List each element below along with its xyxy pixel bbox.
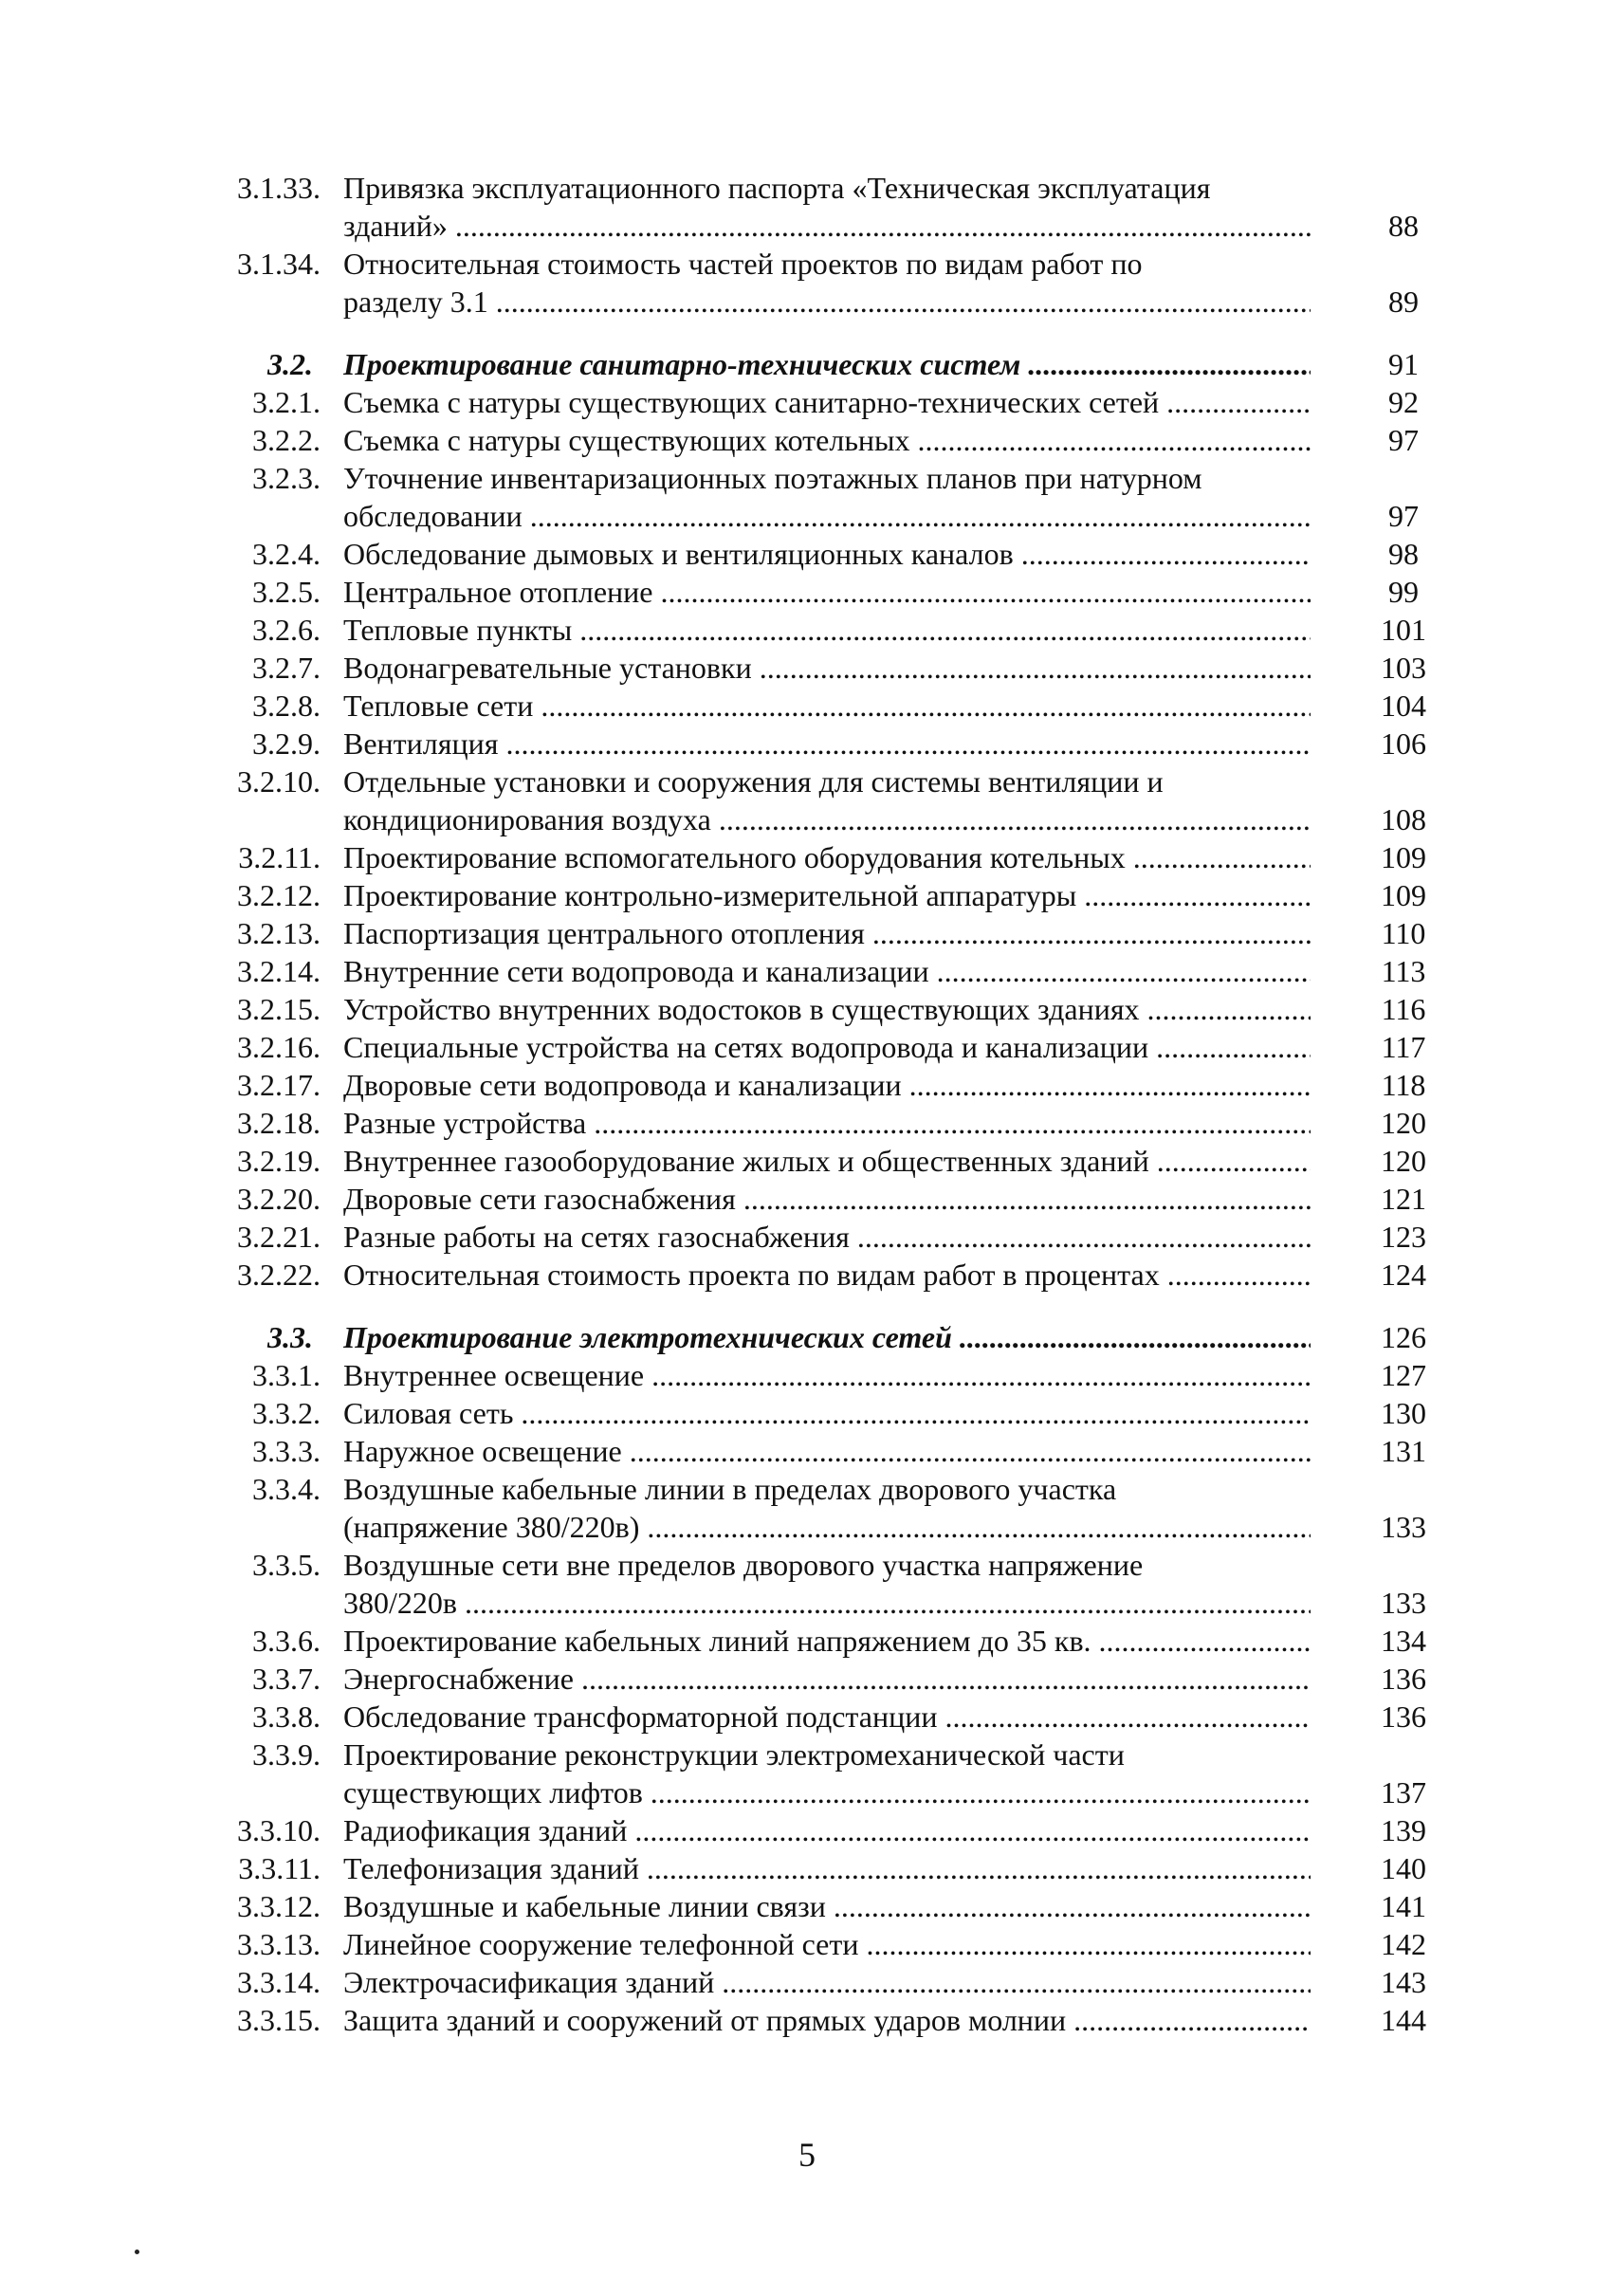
toc-entry-number: 3.2.17. xyxy=(237,1068,321,1102)
toc-entry-title xyxy=(343,1318,1311,1356)
toc-entry-page: 121 xyxy=(1381,1182,1426,1216)
toc-entry-title xyxy=(343,611,1311,649)
toc-entry-title-line: Отдельные установки и сооружения для системы вентиляции и xyxy=(343,764,1164,799)
toc-entry-page: 88 xyxy=(1388,209,1419,243)
toc-entry-title-line: разделу 3.1 ..... xyxy=(343,283,1311,321)
toc-entry-title-line: Внутреннее освещение ..... xyxy=(343,1356,1311,1394)
toc-entry-title xyxy=(343,649,1311,687)
toc-entry-title xyxy=(343,1256,1311,1294)
toc-entry-title-line: Тепловые сети ..... xyxy=(343,687,1311,725)
toc-entry-title-line: (напряжение 380/220в) ..... xyxy=(343,1508,1311,1546)
toc-entry-number: 3.3.10. xyxy=(237,1813,321,1847)
toc-entry-page: 140 xyxy=(1381,1851,1426,1885)
toc-entry-number: 3.3.7. xyxy=(252,1662,321,1696)
toc-entry-number: 3.3.3. xyxy=(252,1434,321,1468)
toc-entry-title xyxy=(343,1356,1311,1394)
toc-entry-title-line: Наружное освещение ..... xyxy=(343,1432,1311,1470)
toc-entry-title-line: Проектирование контрольно-измерительной аппаратуры ..... xyxy=(343,876,1311,914)
toc-entry-number: 3.2. xyxy=(267,347,313,381)
toc-entry-title-line: Привязка эксплуатационного паспорта «Техническая эксплуатация xyxy=(343,171,1211,205)
toc-entry-title-line: Вентиляция ..... xyxy=(343,725,1311,762)
toc-entry-page: 91 xyxy=(1388,347,1419,381)
toc-entry-number: 3.2.7. xyxy=(252,651,321,685)
toc-entry-title xyxy=(343,1394,1311,1432)
toc-entry-number: 3.3.13. xyxy=(237,1927,321,1961)
toc-entry-title-line: Разные устройства ..... xyxy=(343,1104,1311,1142)
toc-entry-title-line: Паспортизация центрального отопления ..... xyxy=(343,914,1311,952)
toc-entry-title-line: Внутреннее газооборудование жилых и общественных зданий ..... xyxy=(343,1142,1311,1180)
toc-entry-title xyxy=(343,1142,1311,1180)
toc-entry-page: 124 xyxy=(1381,1258,1426,1292)
toc-entry-page: 118 xyxy=(1381,1068,1426,1102)
toc-entry-number: 3.2.22. xyxy=(237,1258,321,1292)
toc-entry-title xyxy=(343,1218,1311,1256)
toc-entry-page: 97 xyxy=(1388,423,1419,457)
toc-entry-page: 142 xyxy=(1381,1927,1426,1961)
toc-entry-page: 127 xyxy=(1381,1358,1426,1392)
toc-entry-title-line: Съемка с натуры существующих санитарно-технических сетей ..... xyxy=(343,383,1311,421)
toc-entry-page: 144 xyxy=(1381,2003,1426,2037)
toc-entry-number: 3.3.12. xyxy=(237,1889,321,1923)
toc-entry-page: 120 xyxy=(1381,1144,1426,1178)
toc-entry-title xyxy=(343,1180,1311,1218)
toc-entry-title-line: Проектирование электротехнических сетей ..... xyxy=(343,1318,1311,1356)
toc-entry-title-line: Обследование дымовых и вентиляционных каналов ..... xyxy=(343,535,1311,573)
toc-entry-number: 3.2.2. xyxy=(252,423,321,457)
toc-entry-title xyxy=(343,1546,1311,1622)
toc-entry-page: 106 xyxy=(1381,726,1426,761)
toc-entry-number: 3.2.11. xyxy=(238,840,321,874)
toc-entry-page: 133 xyxy=(1381,1586,1426,1620)
page-number: 5 xyxy=(798,2136,816,2174)
toc-entry-page: 97 xyxy=(1388,499,1419,533)
toc-entry-page: 98 xyxy=(1388,537,1419,571)
toc-entry-number: 3.2.16. xyxy=(237,1030,321,1064)
toc-entry-number: 3.2.9. xyxy=(252,726,321,761)
toc-entry-title-line: Специальные устройства на сетях водопровода и канализации ..... xyxy=(343,1028,1311,1066)
toc-entry-page: 109 xyxy=(1381,878,1426,912)
toc-entry-number: 3.2.8. xyxy=(252,689,321,723)
toc-entry-page: 141 xyxy=(1381,1889,1426,1923)
toc-entry-title-line: Воздушные кабельные линии в пределах дворового участка xyxy=(343,1472,1117,1506)
toc-entry-title xyxy=(343,838,1311,876)
toc-entry-number: 3.2.19. xyxy=(237,1144,321,1178)
toc-entry-page: 99 xyxy=(1388,575,1419,609)
toc-entry-title-line: Водонагревательные установки ..... xyxy=(343,649,1311,687)
toc-entry-number: 3.3.15. xyxy=(237,2003,321,2037)
toc-entry-title-line: Центральное отопление ..... xyxy=(343,573,1311,611)
toc-entry-number: 3.3.4. xyxy=(252,1472,321,1506)
toc-entry-number: 3.3.1. xyxy=(252,1358,321,1392)
toc-entry-page: 120 xyxy=(1381,1106,1426,1140)
toc-entry-title-line: Дворовые сети водопровода и канализации ..... xyxy=(343,1066,1311,1104)
toc-entry-title xyxy=(343,1028,1311,1066)
toc-entry-title xyxy=(343,573,1311,611)
toc-entry-title xyxy=(343,1811,1311,1849)
toc-entry-page: 89 xyxy=(1388,285,1419,319)
toc-entry-number: 3.3.6. xyxy=(252,1624,321,1658)
toc-entry-title-line: Относительная стоимость частей проектов по видам работ по xyxy=(343,247,1143,281)
toc-entry-number: 3.1.34. xyxy=(237,247,321,281)
toc-entry-title-line: Воздушные сети вне пределов дворового участка напряжение xyxy=(343,1548,1144,1582)
toc-entry-title xyxy=(343,1925,1311,1963)
toc-entry-title-line: существующих лифтов ..... xyxy=(343,1773,1311,1811)
toc-entry-title-line: Проектирование реконструкции электромеханической части xyxy=(343,1737,1125,1772)
toc-entry-page: 139 xyxy=(1381,1813,1426,1847)
toc-entry-number: 3.1.33. xyxy=(237,171,321,205)
toc-entry-number: 3.2.5. xyxy=(252,575,321,609)
toc-entry-title xyxy=(343,687,1311,725)
toc-entry-title-line: Съемка с натуры существующих котельных ..... xyxy=(343,421,1311,459)
toc-entry-page: 104 xyxy=(1381,689,1426,723)
toc-entry-title xyxy=(343,345,1311,383)
toc-entry-title-line: кондиционирования воздуха ..... xyxy=(343,800,1311,838)
toc-entry-page: 101 xyxy=(1381,613,1426,647)
toc-entry-number: 3.3.5. xyxy=(252,1548,321,1582)
toc-entry-number: 3.3. xyxy=(267,1320,313,1354)
toc-entry-title-line: 380/220в ..... xyxy=(343,1584,1311,1622)
toc-entry-title-line: Энергоснабжение ..... xyxy=(343,1660,1311,1698)
toc-entry-page: 103 xyxy=(1381,651,1426,685)
toc-entry-title-line: Линейное сооружение телефонной сети ..... xyxy=(343,1925,1311,1963)
toc-entry-title xyxy=(343,1698,1311,1736)
toc-entry-page: 133 xyxy=(1381,1510,1426,1544)
toc-entry-number: 3.3.14. xyxy=(237,1965,321,1999)
toc-entry-title xyxy=(343,914,1311,952)
toc-entry-title-line: Проектирование кабельных линий напряжением до 35 кв. ..... xyxy=(343,1622,1311,1660)
toc-entry-title xyxy=(343,245,1311,321)
toc-entry-number: 3.3.2. xyxy=(252,1396,321,1430)
toc-entry-page: 108 xyxy=(1381,802,1426,836)
toc-entry-title-line: обследовании ..... xyxy=(343,497,1311,535)
toc-entry-title xyxy=(343,1432,1311,1470)
toc-entry-page: 123 xyxy=(1381,1220,1426,1254)
toc-entry-page: 134 xyxy=(1381,1624,1426,1658)
toc-entry-number: 3.2.10. xyxy=(237,764,321,799)
toc-entry-number: 3.3.8. xyxy=(252,1699,321,1734)
toc-entry-title-line: Уточнение инвентаризационных поэтажных планов при натурном xyxy=(343,461,1202,495)
toc-entry-page: 136 xyxy=(1381,1699,1426,1734)
toc-entry-number: 3.2.4. xyxy=(252,537,321,571)
toc-entry-title xyxy=(343,1736,1311,1811)
toc-entry-number: 3.2.20. xyxy=(237,1182,321,1216)
toc-entry-number: 3.2.15. xyxy=(237,992,321,1026)
toc-entry-title xyxy=(343,169,1311,245)
toc-entry-title xyxy=(343,952,1311,990)
toc-entry-title xyxy=(343,459,1311,535)
toc-entry-page: 137 xyxy=(1381,1775,1426,1809)
toc-entry-number: 3.2.14. xyxy=(237,954,321,988)
toc-entry-title-line: Воздушные и кабельные линии связи ..... xyxy=(343,1887,1311,1925)
toc-entry-page: 92 xyxy=(1388,385,1419,419)
toc-entry-page: 131 xyxy=(1381,1434,1426,1468)
toc-entry-title-line: Проектирование вспомогательного оборудования котельных ..... xyxy=(343,838,1311,876)
toc-entry-title xyxy=(343,762,1311,838)
toc-entry-title-line: Относительная стоимость проекта по видам работ в процентах ..... xyxy=(343,1256,1311,1294)
toc-entry-title xyxy=(343,421,1311,459)
toc-entry-page: 109 xyxy=(1381,840,1426,874)
toc-entry-title xyxy=(343,876,1311,914)
toc-entry-title xyxy=(343,1887,1311,1925)
toc-entry-title xyxy=(343,535,1311,573)
toc-entry-number: 3.2.18. xyxy=(237,1106,321,1140)
toc-entry-title xyxy=(343,1104,1311,1142)
toc-entry-title xyxy=(343,2001,1311,2039)
toc-entry-title xyxy=(343,383,1311,421)
toc-entry-title xyxy=(343,1622,1311,1660)
toc-entry-number: 3.2.21. xyxy=(237,1220,321,1254)
toc-entry-number: 3.2.12. xyxy=(237,878,321,912)
toc-entry-page: 136 xyxy=(1381,1662,1426,1696)
toc-entry-page: 116 xyxy=(1381,992,1426,1026)
toc-entry-title-line: Защита зданий и сооружений от прямых ударов молнии ..... xyxy=(343,2001,1311,2039)
toc-entry-title-line: зданий» ..... xyxy=(343,207,1311,245)
toc-entry-title xyxy=(343,1066,1311,1104)
scan-speck xyxy=(135,2250,139,2254)
toc-entry-title-line: Электрочасификация зданий ..... xyxy=(343,1963,1311,2001)
toc-entry-title-line: Внутренние сети водопровода и канализации ..... xyxy=(343,952,1311,990)
toc-entry-title-line: Радиофикация зданий ..... xyxy=(343,1811,1311,1849)
toc-entry-number: 3.2.13. xyxy=(237,916,321,950)
toc-entry-page: 113 xyxy=(1381,954,1426,988)
toc-entry-title xyxy=(343,990,1311,1028)
toc-entry-number: 3.3.9. xyxy=(252,1737,321,1772)
toc-entry-title-line: Устройство внутренних водостоков в существующих зданиях ..... xyxy=(343,990,1311,1028)
toc-entry-title-line: Телефонизация зданий ..... xyxy=(343,1849,1311,1887)
toc-entry-title xyxy=(343,1849,1311,1887)
toc-entry-title xyxy=(343,725,1311,762)
toc-entry-title-line: Силовая сеть ..... xyxy=(343,1394,1311,1432)
toc-entry-title xyxy=(343,1470,1311,1546)
toc-entry-page: 117 xyxy=(1381,1030,1426,1064)
toc-entry-number: 3.3.11. xyxy=(238,1851,321,1885)
toc-entry-title-line: Разные работы на сетях газоснабжения ..... xyxy=(343,1218,1311,1256)
toc-entry-title-line: Проектирование санитарно-технических систем ..... xyxy=(343,345,1311,383)
toc-entry-page: 126 xyxy=(1381,1320,1426,1354)
toc-entry-number: 3.2.3. xyxy=(252,461,321,495)
toc-entry-title-line: Дворовые сети газоснабжения ..... xyxy=(343,1180,1311,1218)
toc-entry-title-line: Тепловые пункты ..... xyxy=(343,611,1311,649)
toc-entry-title xyxy=(343,1660,1311,1698)
toc-entry-title xyxy=(343,1963,1311,2001)
toc-entry-number: 3.2.1. xyxy=(252,385,321,419)
toc-entry-page: 130 xyxy=(1381,1396,1426,1430)
toc-entry-title-line: Обследование трансформаторной подстанции ..... xyxy=(343,1698,1311,1736)
toc-entry-page: 143 xyxy=(1381,1965,1426,1999)
toc-entry-number: 3.2.6. xyxy=(252,613,321,647)
toc-entry-page: 110 xyxy=(1381,916,1426,950)
